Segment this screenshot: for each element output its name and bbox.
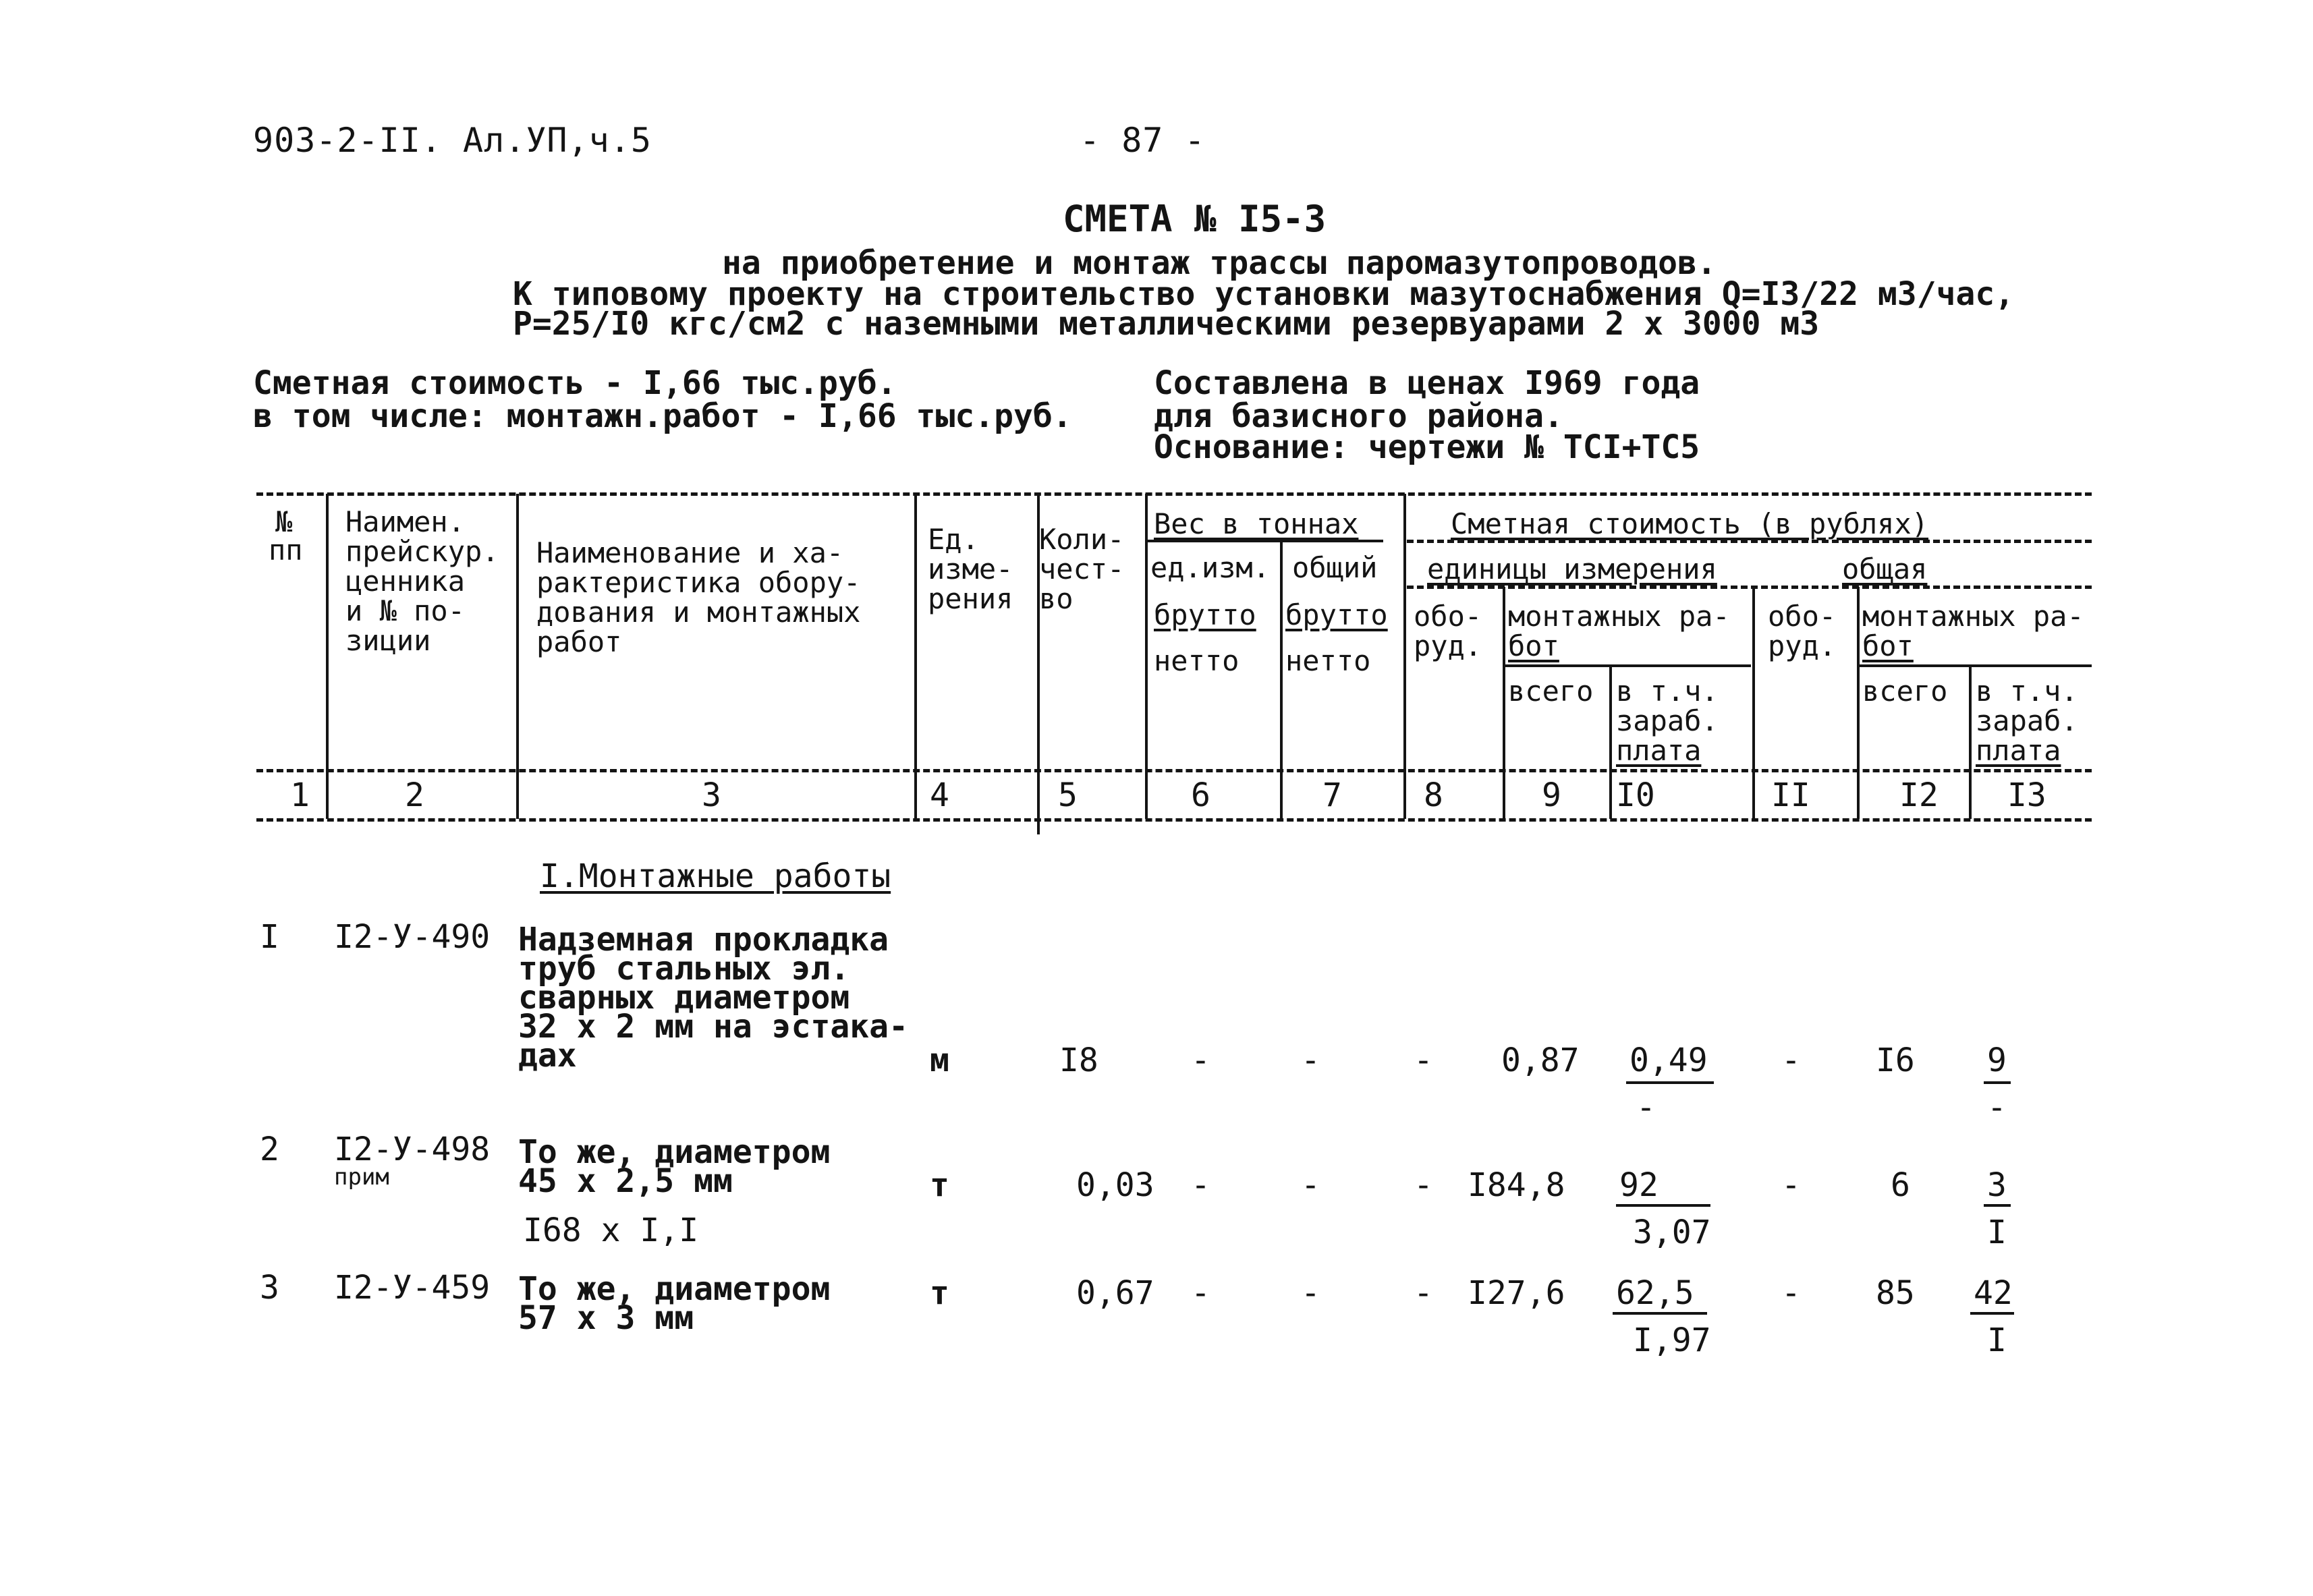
col-line-1 bbox=[326, 494, 329, 819]
row-install-unit: I84,8 bbox=[1468, 1166, 1565, 1204]
row-quantity: 0,67 bbox=[1076, 1274, 1154, 1312]
row-unit: м bbox=[930, 1042, 949, 1079]
header-brutto-unit: брутто bbox=[1154, 598, 1256, 631]
column-number-11: II bbox=[1771, 776, 1810, 814]
row-wage-unit-fraction bbox=[1626, 1081, 1714, 1084]
header-weight-group: Вес в тоннах bbox=[1154, 507, 1359, 540]
row-price-code: I2-У-498 bbox=[334, 1131, 491, 1168]
header-unit-line-2: изме- bbox=[928, 552, 1013, 586]
row-wage-total-sub: I bbox=[1987, 1321, 2007, 1359]
column-number-4: 4 bbox=[930, 776, 949, 814]
row-desc-line-4: 32 х 2 мм на эстака- bbox=[518, 1008, 908, 1046]
row-unit: т bbox=[930, 1166, 949, 1204]
row-desc-line-1: Надземная прокладка bbox=[518, 921, 889, 959]
row-desc-line-5: дах bbox=[518, 1037, 577, 1075]
row-number: 3 bbox=[260, 1269, 279, 1307]
header-per-unit: единицы измерения bbox=[1427, 552, 1717, 586]
header-netto-unit: нетто bbox=[1154, 644, 1239, 677]
row-number: 2 bbox=[260, 1131, 279, 1168]
header-bottom-rule bbox=[256, 769, 2092, 772]
header-wage-unit-line-2: зараб. bbox=[1616, 704, 1719, 737]
row-wage-total: 3 bbox=[1987, 1166, 2007, 1204]
header-weight-total: общий bbox=[1292, 551, 1378, 584]
col-line-7 bbox=[1403, 494, 1406, 819]
header-wage-unit-line-3: плата bbox=[1616, 734, 1702, 767]
row-desc-line-1: То же, диаметром bbox=[518, 1133, 831, 1171]
header-install-total-line-2: бот bbox=[1862, 629, 1914, 662]
header-desc-line-2: рактеристика обору- bbox=[536, 566, 861, 599]
subtitle-line-1: на приобретение и монтаж трассы паромазутопроводов. bbox=[722, 244, 1717, 282]
header-qty-line-1: Коли- bbox=[1039, 523, 1125, 556]
row-weight-total: - bbox=[1301, 1274, 1320, 1312]
row-weight-total: - bbox=[1301, 1166, 1320, 1204]
row-price-code: I2-У-490 bbox=[334, 918, 491, 956]
row-price-code: I2-У-459 bbox=[334, 1269, 491, 1307]
row-desc-line-1: То же, диаметром bbox=[518, 1270, 831, 1308]
header-wage-total-line-1: в т.ч. bbox=[1976, 675, 2078, 708]
row-desc-line-2: 45 х 2,5 мм bbox=[518, 1162, 733, 1200]
basis-line-2: для базисного района. bbox=[1154, 397, 1563, 435]
header-install-total-line-1: монтажных ра- bbox=[1862, 600, 2084, 633]
row-quantity: I8 bbox=[1059, 1042, 1098, 1079]
row-wage-unit: 92 bbox=[1619, 1166, 1659, 1204]
row-wage-total-sub: - bbox=[1987, 1089, 2007, 1127]
row-weight-unit: - bbox=[1191, 1042, 1210, 1079]
header-desc-line-4: работ bbox=[536, 625, 622, 658]
header-equip-unit-line-2: руд. bbox=[1414, 629, 1482, 662]
subtitle-line-2: К типовому проекту на строительство установки мазутоснабжения Q=I3/22 м3/час, bbox=[513, 275, 2015, 313]
header-wage-total-line-2: зараб. bbox=[1976, 704, 2078, 737]
header-unit-line-3: рения bbox=[928, 582, 1013, 615]
column-number-5: 5 bbox=[1058, 776, 1078, 814]
cost-summary-line-1: Сметная стоимость - I,66 тыс.руб. bbox=[253, 364, 897, 402]
row-wage-total-fraction bbox=[1984, 1081, 2011, 1084]
header-netto-total: нетто bbox=[1285, 644, 1371, 677]
row-install-total: I6 bbox=[1876, 1042, 1915, 1079]
page-number: - 87 - bbox=[1080, 121, 1206, 160]
header-desc-line-3: дования и монтажных bbox=[536, 596, 861, 629]
basis-line-3: Основание: чертежи № ТСI+ТС5 bbox=[1154, 428, 1700, 466]
row-weight-total: - bbox=[1301, 1042, 1320, 1079]
row-extra: I68 х I,I bbox=[523, 1212, 699, 1249]
header-install-unit-line-1: монтажных ра- bbox=[1508, 600, 1730, 633]
col-line-2 bbox=[516, 494, 519, 819]
unit-rule bbox=[1407, 586, 2092, 589]
row-install-unit: 0,87 bbox=[1501, 1042, 1580, 1079]
header-qty-line-3: во bbox=[1039, 582, 1074, 615]
column-number-6: 6 bbox=[1191, 776, 1210, 814]
column-number-3: 3 bbox=[702, 776, 721, 814]
row-equip-total: - bbox=[1781, 1042, 1801, 1079]
row-weight-unit: - bbox=[1191, 1274, 1210, 1312]
column-number-12: I2 bbox=[1899, 776, 1939, 814]
col-line-9 bbox=[1609, 664, 1612, 819]
header-install-unit-line-2: бот bbox=[1508, 629, 1559, 662]
row-desc-line-2: 57 х 3 мм bbox=[518, 1299, 694, 1337]
row-equip-total: - bbox=[1781, 1274, 1801, 1312]
col-line-12 bbox=[1969, 664, 1972, 819]
basis-line-1: Составлена в ценах I969 года bbox=[1154, 364, 1700, 402]
row-desc-line-3: сварных диаметром bbox=[518, 979, 850, 1017]
column-number-13: I3 bbox=[2007, 776, 2046, 814]
row-wage-total-fraction bbox=[1984, 1204, 2011, 1207]
header-code-line-3: ценника bbox=[345, 565, 466, 598]
col-line-8 bbox=[1503, 587, 1505, 819]
row-wage-unit-sub: I,97 bbox=[1633, 1321, 1711, 1359]
row-install-total: 85 bbox=[1876, 1274, 1915, 1312]
col-line-3 bbox=[914, 494, 917, 819]
row-install-total: 6 bbox=[1891, 1166, 1910, 1204]
header-cost-group: Сметная стоимость (в рублях) bbox=[1451, 507, 1929, 540]
row-weight-unit: - bbox=[1191, 1166, 1210, 1204]
column-number-7: 7 bbox=[1322, 776, 1342, 814]
header-wage-unit-line-1: в т.ч. bbox=[1616, 675, 1719, 708]
row-wage-unit-sub: 3,07 bbox=[1633, 1214, 1711, 1251]
cost-summary-line-2: в том числе: монтажн.работ - I,66 тыс.руб. bbox=[253, 397, 1072, 435]
row-install-unit: I27,6 bbox=[1468, 1274, 1565, 1312]
column-number-2: 2 bbox=[405, 776, 424, 814]
header-all-total: всего bbox=[1862, 675, 1948, 708]
header-all-unit: всего bbox=[1508, 675, 1594, 708]
column-number-8: 8 bbox=[1424, 776, 1443, 814]
row-equip-unit: - bbox=[1414, 1166, 1433, 1204]
estimate-title: СМЕТА № I5-3 bbox=[1063, 198, 1327, 240]
document-code: 903-2-II. Ал.УП,ч.5 bbox=[253, 121, 652, 160]
col-line-5 bbox=[1145, 494, 1148, 819]
header-total: общая bbox=[1842, 552, 1928, 586]
header-qty-line-2: чест- bbox=[1039, 552, 1125, 586]
header-unit-line-1: Ед. bbox=[928, 523, 979, 556]
row-wage-unit: 62,5 bbox=[1616, 1274, 1694, 1312]
table-top-rule bbox=[256, 492, 2092, 496]
row-equip-total: - bbox=[1781, 1166, 1801, 1204]
col-line-11 bbox=[1857, 587, 1860, 819]
row-desc-line-2: труб стальных эл. bbox=[518, 950, 850, 988]
row-equip-unit: - bbox=[1414, 1274, 1433, 1312]
column-number-9: 9 bbox=[1542, 776, 1561, 814]
row-wage-total: 42 bbox=[1974, 1274, 2013, 1312]
header-desc-line-1: Наименование и ха- bbox=[536, 536, 844, 569]
row-wage-unit-fraction bbox=[1613, 1312, 1707, 1315]
row-number: I bbox=[260, 918, 279, 956]
row-code-note: прим bbox=[334, 1164, 389, 1191]
header-code-line-4: и № по- bbox=[345, 594, 466, 627]
row-wage-total-fraction bbox=[1970, 1312, 2014, 1315]
header-wage-total-line-3: плата bbox=[1976, 734, 2061, 767]
col-line-6 bbox=[1280, 540, 1283, 819]
column-number-1: 1 bbox=[290, 776, 310, 814]
subtitle-line-3: Р=25/I0 кгс/см2 с наземными металлическими резервуарами 2 х 3000 м3 bbox=[513, 305, 1820, 343]
header-equip-total-line-1: обо- bbox=[1768, 600, 1837, 633]
column-number-10: I0 bbox=[1616, 776, 1655, 814]
col-line-10 bbox=[1752, 587, 1755, 819]
header-equip-total-line-2: руд. bbox=[1768, 629, 1837, 662]
section-title: I.Монтажные работы bbox=[540, 857, 891, 895]
row-wage-total-sub: I bbox=[1987, 1214, 2007, 1251]
install-rule-a bbox=[1505, 664, 1751, 667]
header-equip-unit-line-1: обо- bbox=[1414, 600, 1482, 633]
header-code-line-1: Наимен. bbox=[345, 505, 466, 538]
header-brutto-total: брутто bbox=[1285, 598, 1388, 631]
install-rule-b bbox=[1859, 664, 2092, 667]
row-wage-unit-fraction bbox=[1616, 1204, 1710, 1207]
row-equip-unit: - bbox=[1414, 1042, 1433, 1079]
row-quantity: 0,03 bbox=[1076, 1166, 1154, 1204]
row-wage-total: 9 bbox=[1987, 1042, 2007, 1079]
header-code-line-5: зиции bbox=[345, 624, 431, 657]
header-num-line-2: пп bbox=[269, 534, 303, 567]
header-code-line-2: прейскур. bbox=[345, 535, 499, 568]
numbers-bottom-rule bbox=[256, 818, 2092, 822]
header-weight-unit: ед.изм. bbox=[1150, 551, 1271, 584]
row-unit: т bbox=[930, 1274, 949, 1312]
row-wage-unit: 0,49 bbox=[1629, 1042, 1708, 1079]
row-wage-unit-sub: - bbox=[1636, 1089, 1656, 1127]
header-num-line-1: № bbox=[275, 505, 293, 538]
